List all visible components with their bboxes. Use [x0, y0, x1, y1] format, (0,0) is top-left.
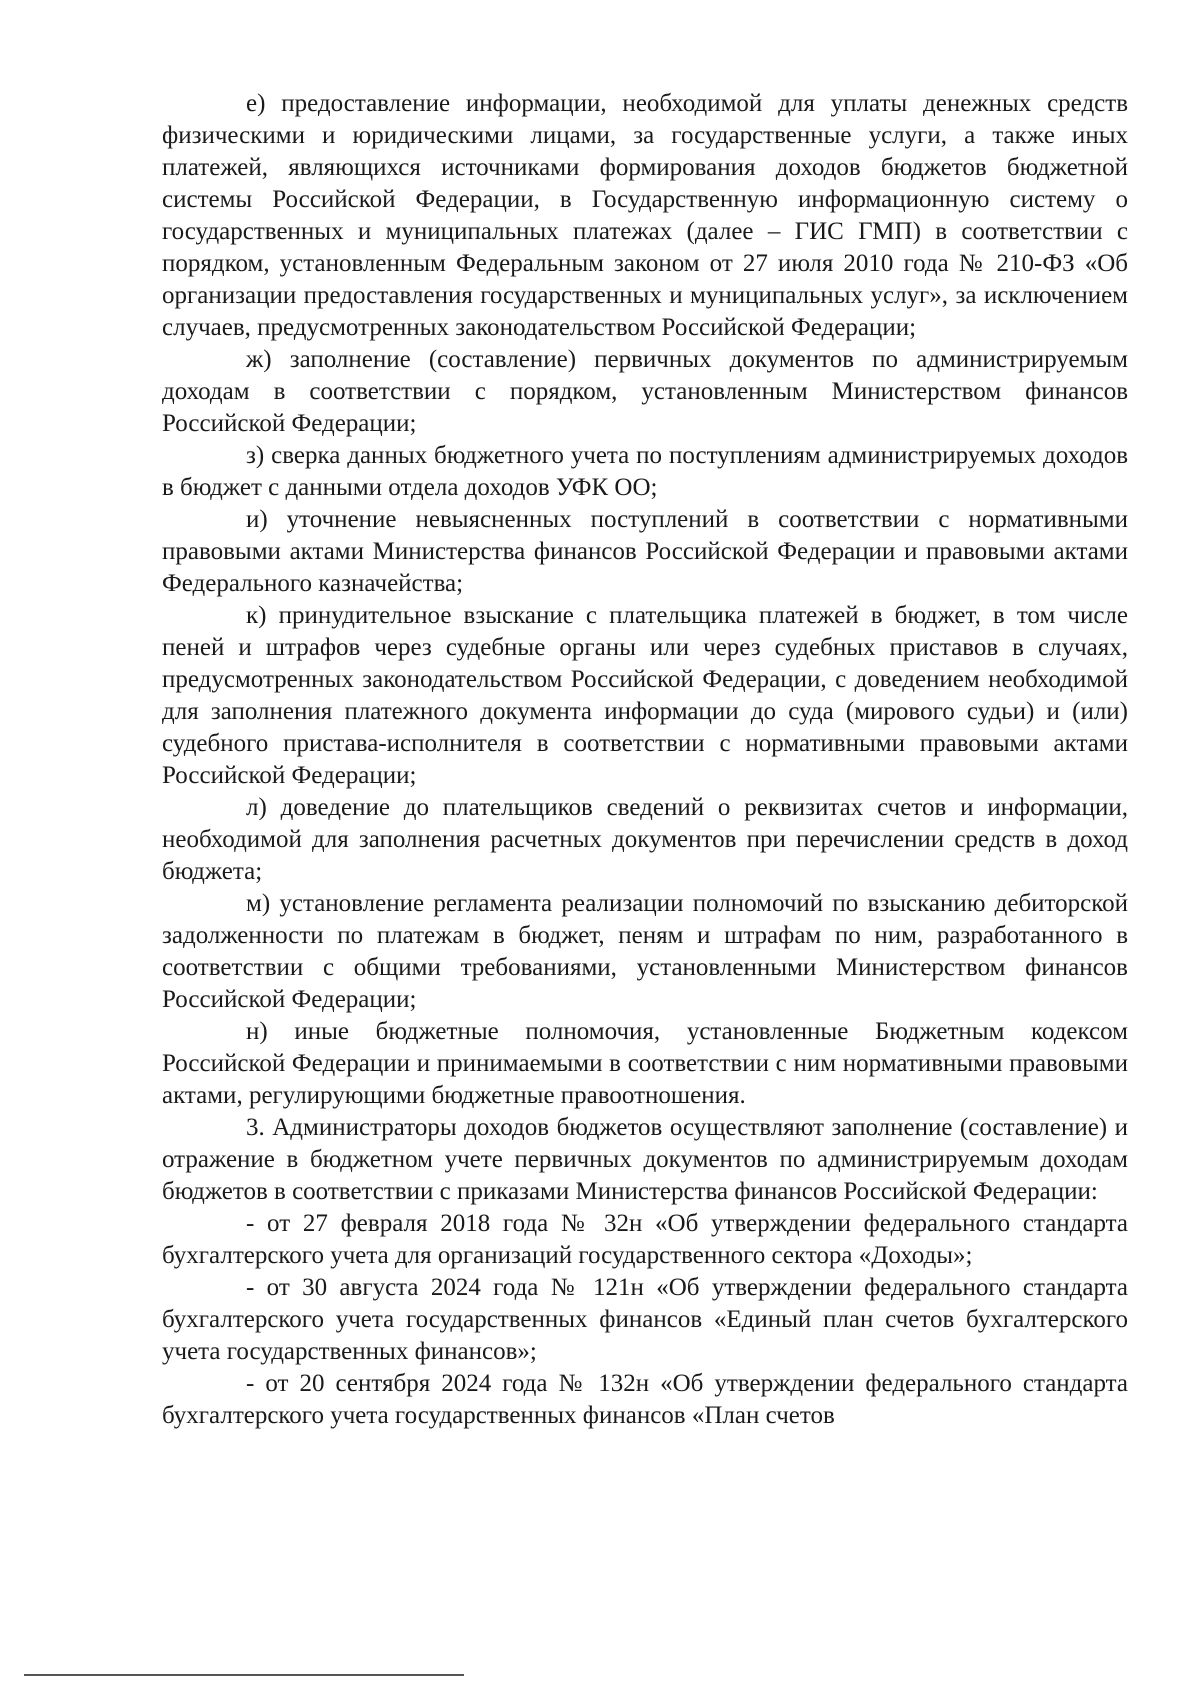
list-item-order-32n: - от 27 февраля 2018 года № 32н «Об утверждении федерального стандарта бухгалтерского учета для организаций государственного сектора «Доходы»;	[162, 1210, 1128, 1269]
paragraph-l: л) доведение до плательщиков сведений о реквизитах счетов и информации, необходимой для заполнения расчетных документов при перечислении средств в доход бюджета;	[162, 794, 1128, 885]
paragraph-k: к) принудительное взыскание с плательщика платежей в бюджет, в том числе пеней и штрафов через судебные органы или через судебных приставов в случаях, предусмотренных законодательством Российской Федерации, с доведением необходимой для заполнения платежного документа информации до суда (мирового судьи) и (или) судебного пристава-исполнителя в соответствии с нормативными правовыми актами Российской Федерации;	[162, 602, 1128, 789]
paragraph-m: м) установление регламента реализации полномочий по взысканию дебиторской задолженности по платежам в бюджет, пеням и штрафам по ним, разработанного в соответствии с общими требованиями, установленными Министерством финансов Российской Федерации;	[162, 890, 1128, 1013]
paragraph-z: з) сверка данных бюджетного учета по поступлениям администрируемых доходов в бюджет с данными отдела доходов УФК ОО;	[162, 442, 1128, 501]
document-body	[162, 88, 1128, 1432]
list-item-order-132n: - от 20 сентября 2024 года № 132н «Об утверждении федерального стандарта бухгалтерского учета государственных финансов «План счетов	[162, 1370, 1128, 1429]
paragraph-3: 3. Администраторы доходов бюджетов осуществляют заполнение (составление) и отражение в бюджетном учете первичных документов по администрируемым доходам бюджетов в соответствии с приказами Министерства финансов Российской Федерации:	[162, 1114, 1128, 1205]
paragraph-i: и) уточнение невыясненных поступлений в соответствии с нормативными правовыми актами Министерства финансов Российской Федерации и правовыми актами Федерального казначейства;	[162, 506, 1128, 597]
paragraph-n: н) иные бюджетные полномочия, установленные Бюджетным кодексом Российской Федерации и принимаемыми в соответствии с ним нормативными правовыми актами, регулирующими бюджетные правоотношения.	[162, 1018, 1128, 1109]
paragraph-e: е) предоставление информации, необходимой для уплаты денежных средств физическими и юридическими лицами, за государственные услуги, а также иных платежей, являющихся источниками формирования доходов бюджетов бюджетной системы Российской Федерации, в Государственную информационную систему о государственных и муниципальных платежах (далее – ГИС ГМП) в соответствии с порядком, установленным Федеральным законом от 27 июля 2010 года № 210-ФЗ «Об организации предоставления государственных и муниципальных услуг», за исключением случаев, предусмотренных законодательством Российской Федерации;	[162, 90, 1128, 341]
footer-divider	[24, 1674, 464, 1676]
paragraph-zh: ж) заполнение (составление) первичных документов по администрируемым доходам в соответствии с порядком, установленным Министерством финансов Российской Федерации;	[162, 346, 1128, 437]
list-item-order-121n: - от 30 августа 2024 года № 121н «Об утверждении федерального стандарта бухгалтерского учета государственных финансов «Единый план счетов бухгалтерского учета государственных финансов»;	[162, 1274, 1128, 1365]
